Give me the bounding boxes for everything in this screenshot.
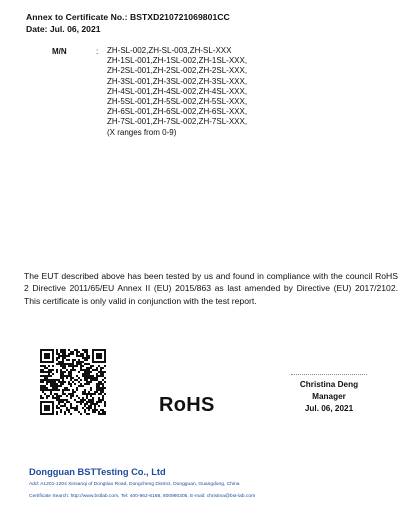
model-range-note: (X ranges from 0-9)	[107, 127, 177, 137]
model-line: ZH-SL-002,ZH-SL-003,ZH-SL-XXX	[107, 46, 232, 55]
signatory-block	[286, 379, 372, 414]
model-number-list	[107, 46, 347, 138]
signatory-name: Christina Deng	[299, 380, 359, 389]
model-number-colon: :	[96, 47, 99, 56]
signatory-title: Manager	[312, 391, 346, 401]
certificate-number: Annex to Certificate No.: BSTXD210721069801CC	[26, 12, 230, 22]
model-number-label: M/N	[52, 47, 67, 56]
model-line: ZH-2SL-001,ZH-2SL-002,ZH-2SL-XXX,	[107, 66, 248, 76]
model-line: ZH-1SL-001,ZH-1SL-002,ZH-1SL-XXX,	[107, 56, 248, 66]
model-line: ZH-5SL-001,ZH-5SL-002,ZH-5SL-XXX,	[107, 97, 248, 107]
compliance-statement: The EUT described above has been tested by us and found in compliance with the council RoHS 2 Directive 2011/65/EU Annex II (EU) 2015/863 as last amended by Directive (EU) 2017/2102. This certificate is only valid in conjunction with the test report.	[24, 271, 398, 306]
certificate-date: Date: Jul. 06, 2021	[26, 24, 101, 34]
model-line: ZH-6SL-001,ZH-6SL-002,ZH-6SL-XXX,	[107, 107, 248, 117]
company-name: Dongguan BSTTesting Co., Ltd	[29, 467, 166, 477]
model-line: ZH-4SL-001,ZH-4SL-002,ZH-4SL-XXX,	[107, 86, 248, 96]
qr-code-icon	[40, 349, 106, 415]
company-contact: Certificate Search: http://www.bstlab.com, Tel: 400-962-6168, 800990305, E-mail: christina@bst-lab.com	[29, 494, 256, 499]
model-line: ZH-3SL-001,ZH-3SL-002,ZH-3SL-XXX,	[107, 76, 248, 86]
model-line: ZH-7SL-001,ZH-7SL-002,ZH-7SL-XXX,	[107, 117, 248, 127]
signature-date: Jul. 06, 2021	[304, 403, 354, 413]
company-address: Add: A1201-1204 Xinsanqi of Dongtiao Road, Dongcheng District, Dongguan, Guangdong, China	[29, 482, 240, 487]
rohs-mark: RoHS	[159, 394, 215, 416]
signature-line	[291, 374, 367, 375]
